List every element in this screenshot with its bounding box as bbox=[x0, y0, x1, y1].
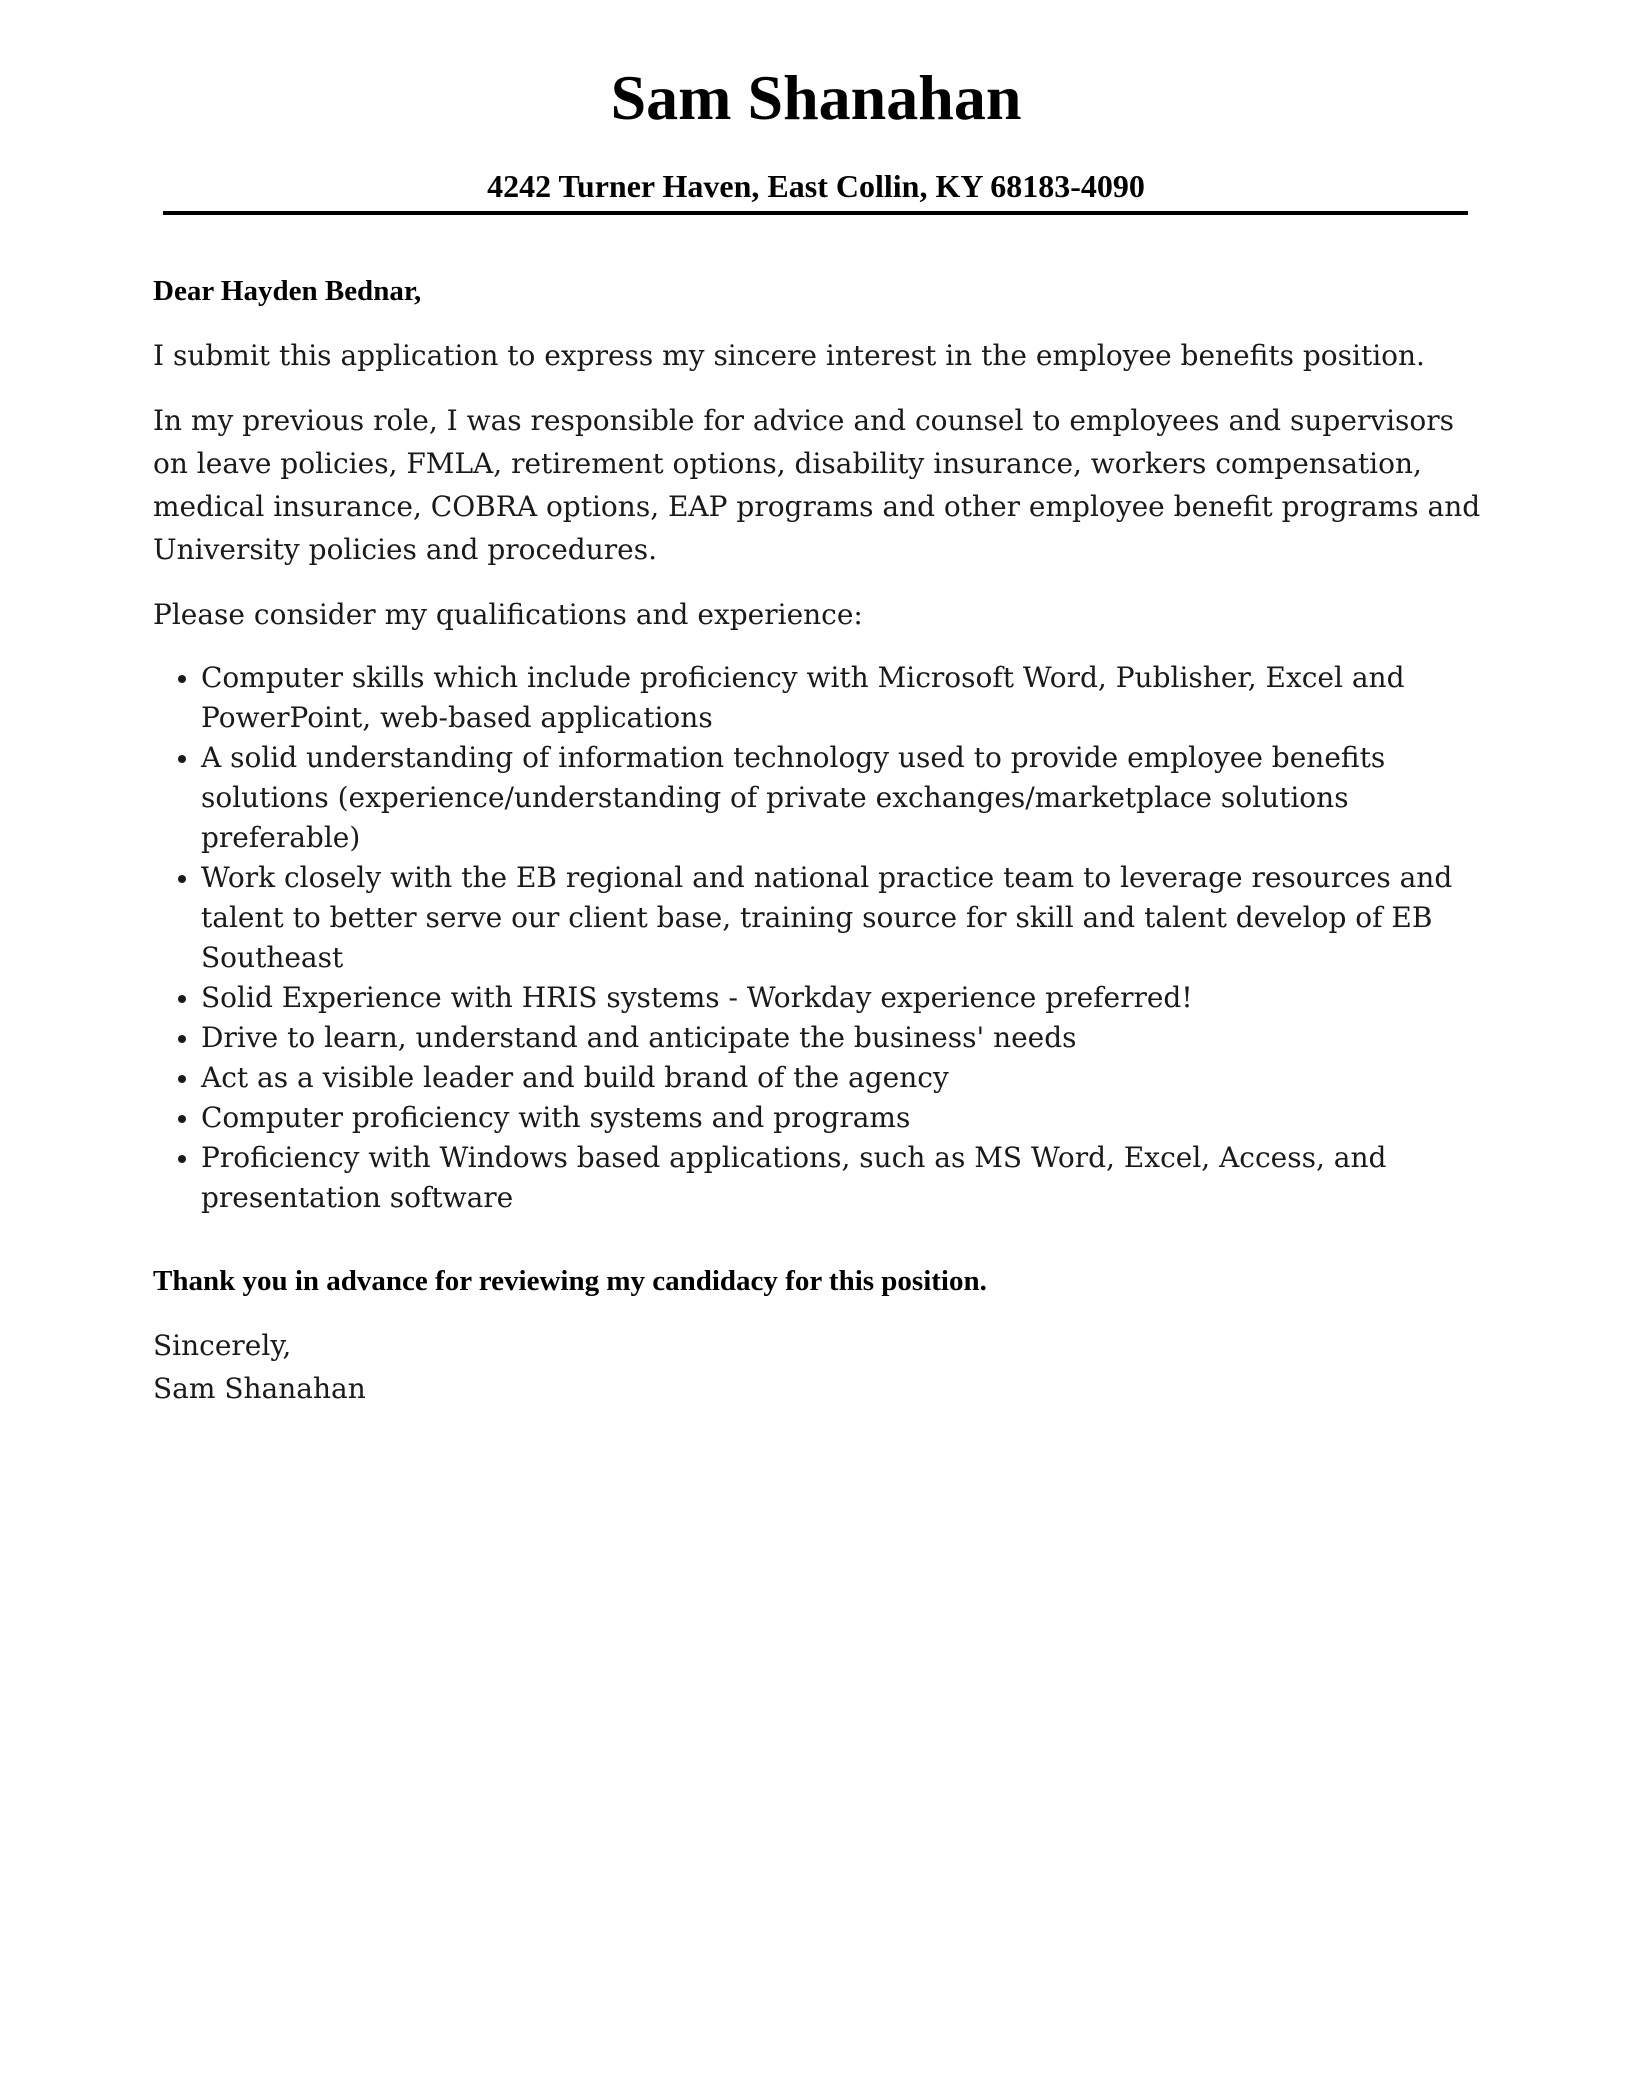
list-item: Drive to learn, understand and anticipate the business' needs bbox=[201, 1018, 1483, 1058]
applicant-address: 4242 Turner Haven, East Collin, KY 68183-4090 bbox=[487, 168, 1145, 204]
salutation: Dear Hayden Bednar, bbox=[153, 275, 422, 307]
list-item: Computer skills which include proficiency with Microsoft Word, Publisher, Excel and PowerPoint, web-based applications bbox=[201, 658, 1483, 738]
list-item: Act as a visible leader and build brand of the agency bbox=[201, 1058, 1483, 1098]
intro-paragraph: I submit this application to express my sincere interest in the employee benefits position. bbox=[153, 339, 1425, 372]
previous-role-paragraph: In my previous role, I was responsible for advice and counsel to employees and supervisors on leave policies, FMLA, retirement options, disability insurance, workers compensation, medical insurance, COBRA options, EAP programs and other employee benefit programs and University policies and procedures. bbox=[153, 404, 1481, 566]
header-divider bbox=[163, 211, 1468, 215]
qualifications-list bbox=[153, 658, 1483, 1218]
list-item: Computer proficiency with systems and programs bbox=[201, 1098, 1483, 1138]
signature-name: Sam Shanahan bbox=[153, 1372, 366, 1405]
letter-body bbox=[153, 270, 1483, 1410]
list-item: Solid Experience with HRIS systems - Workday experience preferred! bbox=[201, 978, 1483, 1018]
signoff: Sincerely, bbox=[153, 1329, 292, 1362]
closing-line: Thank you in advance for reviewing my candidacy for this position. bbox=[153, 1265, 987, 1297]
applicant-name: Sam Shanahan bbox=[610, 62, 1022, 133]
list-item: A solid understanding of information technology used to provide employee benefits solutions (experience/understanding of private exchanges/marketplace solutions preferable) bbox=[201, 738, 1483, 858]
qualifications-intro: Please consider my qualifications and experience: bbox=[153, 598, 863, 631]
list-item: Proficiency with Windows based applications, such as MS Word, Excel, Access, and presentation software bbox=[201, 1138, 1483, 1218]
list-item: Work closely with the EB regional and national practice team to leverage resources and talent to better serve our client base, training source for skill and talent develop of EB Southeast bbox=[201, 858, 1483, 978]
